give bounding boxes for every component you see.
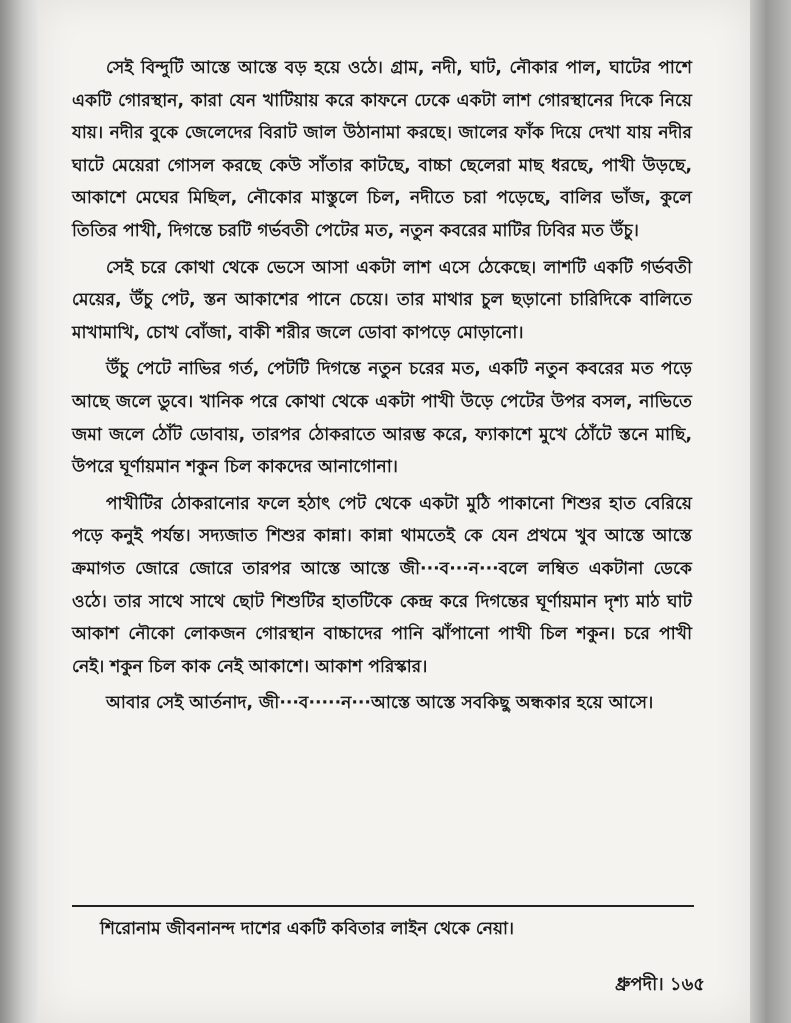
paragraph-1: সেই বিন্দুটি আস্তে আস্তে বড় হয়ে ওঠে। গ্রাম, নদী, ঘাট, নৌকার পাল, ঘাটের পাশে একটি গোরস্থান, কারা যেন খাটিয়ায় করে কাফনে ঢেকে একটা লাশ গোরস্থানের দিকে নিয়ে যায়। নদীর বুকে জেলেদের বিরাট জাল উঠানামা করছে। জালের ফাঁক দিয়ে দেখা যায় নদীর ঘাটে মেয়েরা গোসল করছে কেউ সাঁতার কাটছে, বাচ্চা ছেলেরা মাছ ধরছে, পাখী উড়ছে, আকাশে মেঘের মিছিল, নৌকোর মাস্তুলে চিল, নদীতে চরা পড়েছে, বালির ভাঁজ, কুলে তিতির পাখী, দিগন্তে চরটি গর্ভবতী পেটের মত, নতুন কবরের মাটির ঢিবির মত উঁচু। [72,58,692,241]
book-spine-shadow [0,0,38,1023]
paragraph-3: উঁচু পেটে নাভির গর্ত, পেটটি দিগন্তে নতুন চরের মত, একটি নতুন কবরের মত পড়ে আছে জলে ডুবে। খানিক পরে কোথা থেকে একটা পাখী উড়ে পেটের উপর বসল, নাভিতে জমা জলে ঠোঁট ডোবায়, তারপর ঠোকরাতে আরম্ভ করে, ফ্যাকাশে মুখে ঠোঁটে স্তনে মাছি, উপরে ঘূর্ণায়মান শকুন চিল কাকদের আনাগোনা। [72,359,692,478]
footnote: শিরোনাম জীবনানন্দ দাশের একটি কবিতার লাইন থেকে নেয়া। [100,919,514,939]
paragraph-5: আবার সেই আর্তনাদ, জী···ব·····ন···আস্তে আস্তে সবকিছু অন্ধকার হয়ে আসে। [106,693,654,714]
page-footer: ধ্রুপদী। ১৬৫ [615,974,705,995]
page-edge [750,0,791,1023]
paragraph-4: পাখীটির ঠোকরানোর ফলে হঠাৎ পেট থেকে একটা মুঠি পাকানো শিশুর হাত বেরিয়ে পড়ে কনুই পর্যন্ত। সদ্যজাত শিশুর কান্না। কান্না থামতেই কে যেন প্রথমে খুব আস্তে আস্তে ক্রমাগত জোরে জোরে তারপর আস্তে আস্তে জী···ব···ন···বলে লম্বিত একটানা ডেকে ওঠে। তার সাথে সাথে ছোট শিশুটির হাতটিকে কেন্দ্র করে দিগন্তের ঘূর্ণায়মান দৃশ্য মাঠ ঘাট আকাশ নৌকো লোকজন গোরস্থান বাচ্চাদের পানি ঝাঁপানো পাখী চিল শকুন। চরে পাখী নেই। শকুন চিল কাক নেই আকাশে। আকাশ পরিস্কার। [72,493,692,677]
footnote-divider [72,905,694,907]
story-body [72,52,692,724]
paragraph-2: সেই চরে কোথা থেকে ভেসে আসা একটা লাশ এসে ঠেকেছে। লাশটি একটি গর্ভবতী মেয়ের, উঁচু পেট, স্তন আকাশের পানে চেয়ে। তার মাথার চুল ছড়ানো চারিদিকে বালিতে মাখামাখি, চোখ বোঁজা, বাকী শরীর জলে ডোবা কাপড়ে মোড়ানো। [72,257,692,343]
